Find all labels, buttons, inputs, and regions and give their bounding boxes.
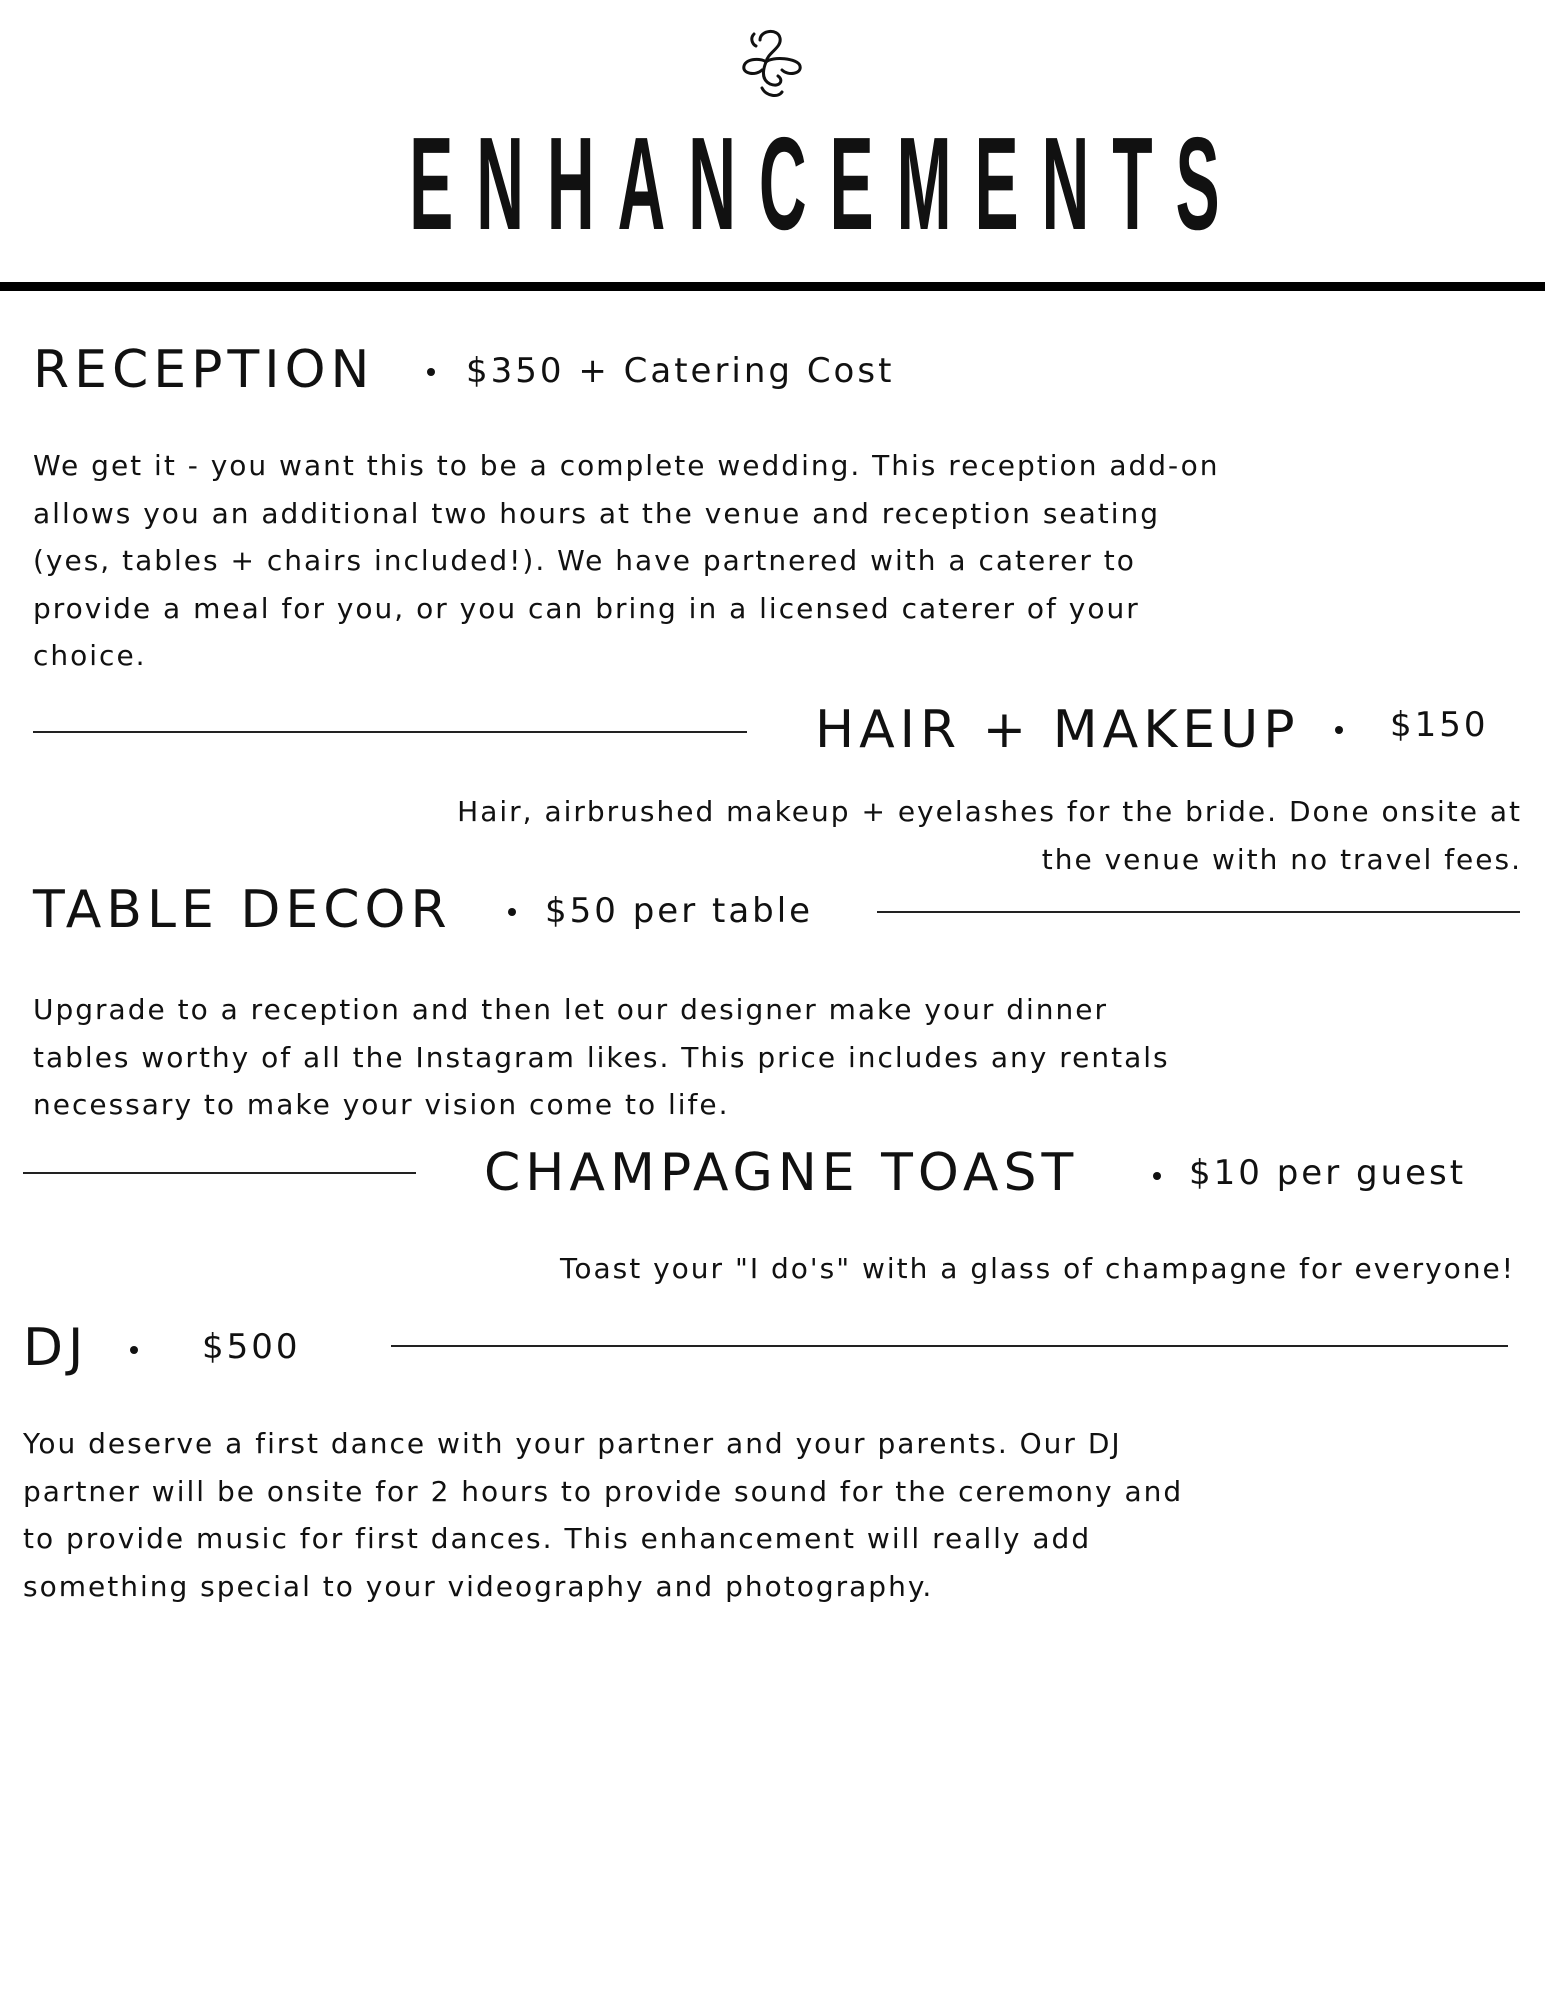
section-heading-reception: RECEPTION [33,340,375,400]
description-hair-makeup: Hair, airbrushed makeup + eyelashes for the bride. Done onsite at the venue with no travel fees. [457,795,1522,876]
section-divider [23,1172,416,1174]
description-reception: We get it - you want this to be a complete wedding. This reception add-on allows you an additional two hours at the venue and reception seating (yes, tables + chairs included!). We have partnered with a caterer to provide a meal for you, or you can bring in a licensed caterer of your choice. [33,449,1220,672]
bullet-dot [130,1346,138,1354]
section-heading-champagne-toast: CHAMPAGNE TOAST [484,1143,1079,1203]
price-reception: $350 + Catering Cost [466,351,895,391]
description-table-decor: Upgrade to a reception and then let our designer make your dinner tables worthy of all the Instagram likes. This price includes any rentals necessary to make your vision come to life. [33,993,1170,1121]
flourish-icon [732,22,812,104]
section-heading-table-decor: TABLE DECOR [33,880,452,940]
bullet-dot [1335,726,1343,734]
description-dj: You deserve a first dance with your partner and your parents. Our DJ partner will be onsite for 2 hours to provide sound for the ceremony and to provide music for first dances. This enhancement will really add something special to your videography and photography. [23,1427,1184,1603]
bullet-dot [1153,1172,1161,1180]
section-heading-dj: DJ [23,1318,89,1378]
bullet-dot [427,368,435,376]
section-divider [33,731,747,733]
price-hair-makeup: $150 [1390,705,1489,745]
description-champagne-toast: Toast your "I do's" with a glass of champagne for everyone! [560,1252,1515,1285]
section-divider [877,911,1520,913]
title-divider [0,282,1545,291]
price-dj: $500 [202,1327,301,1367]
section-heading-hair-makeup: HAIR + MAKEUP [815,700,1300,760]
page-title: ENHANCEMENTS [409,110,1243,257]
price-champagne-toast: $10 per guest [1189,1153,1467,1193]
price-table-decor: $50 per table [545,891,814,931]
bullet-dot [508,908,516,916]
section-divider [391,1345,1508,1347]
